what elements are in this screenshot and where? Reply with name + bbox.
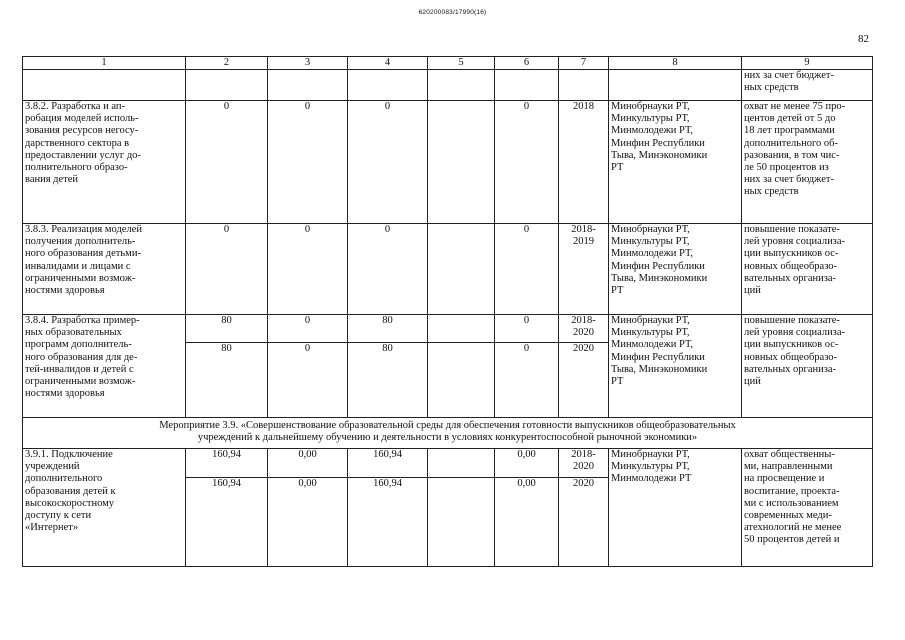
- result-cell: повышение показате- лей уровня социализа- ции выпускников ос- новных общеобразо- вательных организа- ций: [742, 315, 873, 418]
- activity-cell: 3.8.3. Реализация моделей получения дополнитель- ного образования детьми- инвалидами и лицами с ограниченными возмож- ностями здоровья: [23, 224, 186, 315]
- value-cell: 80: [348, 343, 428, 418]
- value-cell: 0,00: [268, 478, 348, 567]
- section-title: Мероприятие 3.9. «Совершенствование образовательной среды для обеспечения готовности выпускников общеобразовательных учреждений к дальнейшему обучению и деятельности в условиях конкурентоспособной рыночной экономики»: [23, 418, 873, 449]
- period-cell: 2018- 2019: [559, 224, 609, 315]
- value-cell: [428, 224, 495, 315]
- value-cell: 0,00: [495, 478, 559, 567]
- document-id: 620200083/17990(16): [418, 9, 487, 16]
- value-cell: 160,94: [186, 478, 268, 567]
- value-cell: 0: [495, 315, 559, 343]
- value-cell: 80: [348, 315, 428, 343]
- header-cell: 8: [609, 57, 742, 70]
- value-cell: 0: [268, 101, 348, 224]
- executor-cell: Минобрнауки РТ, Минкультуры РТ, Минмолодежи РТ, Минфин Республики Тыва, Минэкономики РТ: [609, 101, 742, 224]
- period-cell: 2020: [559, 343, 609, 418]
- header-cell: 1: [23, 57, 186, 70]
- period-cell: 2018- 2020: [559, 315, 609, 343]
- value-cell: [428, 478, 495, 567]
- table-row: [23, 315, 873, 343]
- value-cell: 0,00: [268, 449, 348, 478]
- header-row: [23, 57, 873, 70]
- value-cell: 0: [186, 224, 268, 315]
- value-cell: [428, 315, 495, 343]
- table-row: [23, 70, 873, 101]
- value-cell: 0: [268, 343, 348, 418]
- value-cell: 80: [186, 343, 268, 418]
- value-cell: 80: [186, 315, 268, 343]
- executor-cell: Минобрнауки РТ, Минкультуры РТ, Минмолодежи РТ, Минфин Республики Тыва, Минэкономики РТ: [609, 315, 742, 418]
- value-cell: [428, 101, 495, 224]
- period-cell: 2018: [559, 101, 609, 224]
- period-cell: 2020: [559, 478, 609, 567]
- page-number: 82: [858, 33, 869, 45]
- section-row: [23, 418, 873, 449]
- result-cell: охват не менее 75 про- центов детей от 5 до 18 лет программами дополнительного об- разования, в том чис- ле 50 процентов из них за счет бюджет- ных средств: [742, 101, 873, 224]
- value-cell: 160,94: [186, 449, 268, 478]
- value-cell: 0: [268, 315, 348, 343]
- value-cell: 0: [186, 101, 268, 224]
- program-table: [22, 56, 873, 567]
- activity-cell: 3.8.2. Разработка и ап- робация моделей исполь- зования ресурсов негосу- дарственного сектора в предоставлении услуг до- полнительного образо- вания детей: [23, 101, 186, 224]
- result-cell: охват общественны- ми, направленными на просвещение и воспитание, проекта- ми с использованием современных меди- атехнологий не менее 50 процентов детей и: [742, 449, 873, 567]
- header-cell: 9: [742, 57, 873, 70]
- header-cell: 7: [559, 57, 609, 70]
- value-cell: 0: [268, 224, 348, 315]
- value-cell: 0: [495, 343, 559, 418]
- value-cell: 160,94: [348, 478, 428, 567]
- header-cell: 4: [348, 57, 428, 70]
- header-cell: 5: [428, 57, 495, 70]
- value-cell: 0: [348, 101, 428, 224]
- result-cell: повышение показате- лей уровня социализа- ции выпускников ос- новных общеобразо- вательных организа- ций: [742, 224, 873, 315]
- value-cell: [428, 343, 495, 418]
- activity-cell: 3.9.1. Подключение учреждений дополнительного образования детей к высокоскоростному доступу к сети «Интернет»: [23, 449, 186, 567]
- value-cell: 0: [348, 224, 428, 315]
- value-cell: [428, 449, 495, 478]
- table-row: [23, 449, 873, 478]
- executor-cell: Минобрнауки РТ, Минкультуры РТ, Минмолодежи РТ: [609, 449, 742, 567]
- header-cell: 2: [186, 57, 268, 70]
- table-row: [23, 224, 873, 315]
- value-cell: 0: [495, 224, 559, 315]
- period-cell: 2018- 2020: [559, 449, 609, 478]
- executor-cell: Минобрнауки РТ, Минкультуры РТ, Минмолодежи РТ, Минфин Республики Тыва, Минэкономики РТ: [609, 224, 742, 315]
- result-cell: них за счет бюджет- ных средств: [742, 70, 873, 101]
- header-cell: 3: [268, 57, 348, 70]
- activity-cell: 3.8.4. Разработка пример- ных образовательных программ дополнитель- ного образования для де- тей-инвалидов и детей с ограниченными возмож- ностями здоровья: [23, 315, 186, 418]
- value-cell: 0: [495, 101, 559, 224]
- table-row: [23, 101, 873, 224]
- value-cell: 0,00: [495, 449, 559, 478]
- header-cell: 6: [495, 57, 559, 70]
- value-cell: 160,94: [348, 449, 428, 478]
